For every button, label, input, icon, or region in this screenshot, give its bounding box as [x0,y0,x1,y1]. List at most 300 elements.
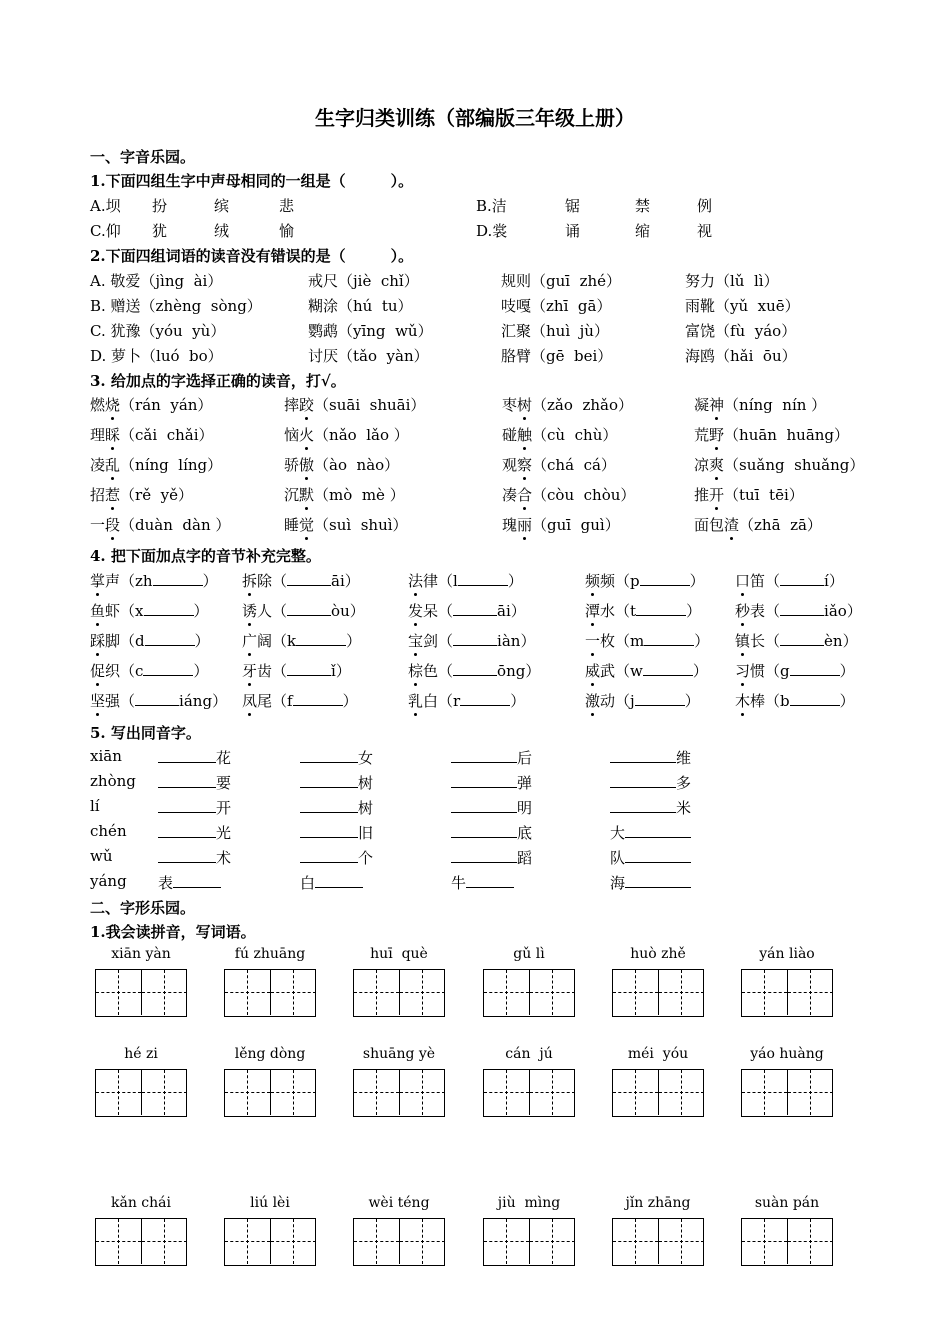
syllable-prefix: （b [765,692,790,710]
answer-blank[interactable] [451,823,517,838]
grid-guide [225,992,270,993]
grid-cell[interactable] [270,1219,316,1264]
answer-blank[interactable] [644,631,694,646]
question-stem: 1.下面四组生字中声母相同的一组是（ ）。 [90,172,414,190]
pinyin-label: shuāng yè [362,1046,436,1062]
pinyin-label: gǔ lì [513,946,545,962]
answer-blank[interactable] [451,848,517,863]
grid-cell[interactable] [96,970,141,1015]
pinyin-choice[interactable] [694,454,864,475]
grid-guide [142,1092,187,1093]
answer-blank[interactable] [293,691,343,706]
homophone-item[interactable] [158,772,231,793]
grid-cell[interactable] [270,970,316,1015]
homophone-item[interactable] [158,797,231,818]
pinyin-pair: （níng nín ） [724,396,827,414]
paren-close: ） [193,662,209,680]
dotted-char: 觉 [299,516,315,534]
pinyin-option: 雨靴（yǔ xuē） [685,297,800,315]
pinyin-label: wǔ [90,847,113,865]
writing-grid[interactable] [612,1069,704,1117]
grid-cell[interactable] [529,1219,575,1264]
homophone-item[interactable] [610,847,691,868]
homophone-item[interactable] [158,822,231,843]
grid-cell[interactable] [742,1219,787,1264]
option-char: 缩 [635,222,651,240]
syllable-final: iáng [179,692,213,710]
answer-blank[interactable] [790,661,840,676]
homophone-item[interactable] [300,797,373,818]
pinyin-choice[interactable] [90,514,230,535]
grid-guide [354,1092,399,1093]
pinyin-choice[interactable] [90,484,193,505]
paren-close: ） [839,662,855,680]
writing-grid[interactable] [224,969,316,1017]
option-char: A.坝 [90,197,121,215]
grid-cell[interactable] [399,1070,445,1115]
answer-blank[interactable] [158,773,216,788]
answer-blank[interactable] [173,873,221,888]
word-char: 理 [90,426,106,444]
word-char: 阔 [257,632,273,650]
pinyin-option: 海鸥（hǎi ōu） [685,347,797,365]
dotted-char: 傲 [299,456,315,474]
writing-grid[interactable] [612,969,704,1017]
grid-cell[interactable] [354,1219,399,1264]
syllable-fill[interactable] [585,570,705,591]
homophone-item[interactable] [451,822,532,843]
pinyin-choice[interactable] [284,394,425,415]
word-char: 白 [423,692,439,710]
pinyin-option: 糊涂（hú tu） [308,297,413,315]
writing-grid[interactable] [353,969,445,1017]
answer-blank[interactable] [287,601,331,616]
word-char: 瑰 [502,516,518,534]
syllable-prefix: （ [765,572,781,590]
word-char: 动 [600,692,616,710]
syllable-fill[interactable] [735,630,858,651]
question-stem: 5. 写出同音字。 [90,724,201,742]
writing-grid[interactable] [224,1218,316,1266]
answer-blank[interactable] [780,601,824,616]
paren-close: ） [525,662,541,680]
answer-blank[interactable] [790,691,840,706]
answer-blank[interactable] [287,661,331,676]
grid-cell[interactable] [270,1070,316,1115]
writing-grid[interactable] [612,1218,704,1266]
answer-blank[interactable] [153,571,203,586]
writing-grid[interactable] [741,1069,833,1117]
word-char: 笛 [750,572,766,590]
question-stem: 4. 把下面加点字的音节补充完整。 [90,547,321,565]
pinyin-choice[interactable] [90,454,222,475]
pinyin-label: kǎn chái [111,1195,171,1211]
pinyin-label: cán jú [505,1046,553,1062]
word-char: 枚 [600,632,616,650]
homophone-item[interactable] [300,847,373,868]
given-char: 个 [358,849,374,867]
pinyin-label: lí [90,797,100,815]
syllable-prefix: （ [765,632,781,650]
question-stem: 2.下面四组词语的读音没有错误的是（ ）。 [90,247,414,265]
word-char: 齿 [257,662,273,680]
dotted-char: 拆 [242,572,258,590]
grid-cell[interactable] [484,970,529,1015]
writing-grid[interactable] [483,1218,575,1266]
grid-cell[interactable] [529,970,575,1015]
word-char: 尾 [257,692,273,710]
dotted-char: 段 [105,516,121,534]
pinyin-choice[interactable] [90,424,214,445]
syllable-final: iàn [497,632,521,650]
homophone-item[interactable] [610,797,691,818]
dotted-char: 触 [517,426,533,444]
writing-grid[interactable] [483,1069,575,1117]
syllable-fill[interactable] [585,690,700,711]
given-char: 海 [610,874,626,892]
grid-guide [484,1092,529,1093]
syllable-fill[interactable] [242,660,351,681]
paren-close: ） [692,662,708,680]
word-char: 强 [105,692,121,710]
homophone-item[interactable] [158,747,231,768]
grid-cell[interactable] [787,1070,833,1115]
pinyin-label: lěng dòng [234,1046,306,1062]
homophone-item[interactable] [610,747,691,768]
syllable-fill[interactable] [585,600,701,621]
answer-blank[interactable] [287,571,331,586]
grid-cell[interactable] [658,1070,704,1115]
grid-cell[interactable] [613,1070,658,1115]
pinyin-pair: （tuī tēi） [724,486,804,504]
pinyin-label: huò zhě [630,946,686,962]
syllable-fill[interactable] [90,570,218,591]
pinyin-choice[interactable] [502,424,617,445]
word-char: 除 [257,572,273,590]
grid-cell[interactable] [787,1219,833,1264]
answer-blank[interactable] [158,748,216,763]
dotted-char: 合 [517,486,533,504]
grid-cell[interactable] [613,970,658,1015]
grid-cell[interactable] [225,970,270,1015]
syllable-fill[interactable] [408,600,526,621]
writing-grid[interactable] [95,1069,187,1117]
homophone-item[interactable] [451,847,532,868]
pinyin-pair: （duàn dàn ） [120,516,231,534]
answer-blank[interactable] [635,691,685,706]
syllable-final: āi [497,602,511,620]
answer-blank[interactable] [460,691,510,706]
syllable-prefix: （t [615,602,637,620]
paren-close: ） [828,572,844,590]
given-char: 队 [610,849,626,867]
dotted-char: 一 [585,632,601,650]
given-char: 表 [158,874,174,892]
answer-blank[interactable] [451,798,517,813]
paren-close: ） [194,632,210,650]
pinyin-pair: （zhā zā） [739,516,822,534]
homophone-item[interactable] [300,822,373,843]
answer-blank[interactable] [625,873,691,888]
syllable-prefix: （ [765,602,781,620]
pinyin-choice[interactable] [284,484,405,505]
pinyin-choice[interactable] [502,514,620,535]
grid-cell[interactable] [484,1219,529,1264]
option-char: B.洁 [476,197,507,215]
syllable-fill[interactable] [90,660,208,681]
pinyin-pair: （rán yán） [120,396,213,414]
homophone-item[interactable] [158,872,221,893]
answer-blank[interactable] [640,571,690,586]
homophone-item[interactable] [300,872,363,893]
answer-blank[interactable] [780,631,824,646]
answer-blank[interactable] [453,601,497,616]
homophone-item[interactable] [451,772,532,793]
grid-guide [659,1092,704,1093]
syllable-fill[interactable] [408,690,525,711]
answer-blank[interactable] [610,798,676,813]
answer-blank[interactable] [625,848,691,863]
syllable-fill[interactable] [408,630,535,651]
homophone-item[interactable] [610,872,691,893]
homophone-item[interactable] [451,747,532,768]
pinyin-choice[interactable] [694,514,822,535]
pinyin-choice[interactable] [284,424,409,445]
paren-close: ） [694,632,710,650]
syllable-prefix: （c [120,662,144,680]
option-char: 缤 [214,197,230,215]
paren-close: ） [689,572,705,590]
grid-cell[interactable] [787,970,833,1015]
answer-blank[interactable] [610,773,676,788]
writing-grid[interactable] [741,1218,833,1266]
pinyin-pair: （guī guì） [532,516,620,534]
grid-guide [400,1092,445,1093]
answer-blank[interactable] [610,748,676,763]
pinyin-choice[interactable] [694,484,804,505]
pinyin-choice[interactable] [502,484,635,505]
grid-guide [400,1241,445,1242]
writing-grid[interactable] [741,969,833,1017]
writing-grid[interactable] [224,1069,316,1117]
grid-cell[interactable] [399,1219,445,1264]
pinyin-choice[interactable] [694,424,849,445]
answer-blank[interactable] [636,601,686,616]
syllable-fill[interactable] [90,600,209,621]
homophone-item[interactable] [610,772,691,793]
grid-cell[interactable] [141,1070,187,1115]
answer-blank[interactable] [300,798,358,813]
answer-blank[interactable] [466,873,514,888]
answer-blank[interactable] [158,798,216,813]
grid-cell[interactable] [613,1219,658,1264]
answer-blank[interactable] [458,571,508,586]
syllable-fill[interactable] [242,690,358,711]
syllable-final: ōng [497,662,526,680]
homophone-item[interactable] [300,772,373,793]
paren-close: ） [686,602,702,620]
answer-blank[interactable] [451,748,517,763]
word-char: 律 [423,572,439,590]
answer-blank[interactable] [135,691,179,706]
page-title: 生字归类训练（部编版三年级上册） [315,106,635,130]
homophone-item[interactable] [300,747,373,768]
pinyin-choice[interactable] [284,514,408,535]
syllable-fill[interactable] [242,600,365,621]
word-char: 沉 [284,486,300,504]
grid-cell[interactable] [399,970,445,1015]
pinyin-pair: （nǎo lǎo ） [314,426,409,444]
paren-close: ） [520,632,536,650]
pinyin-choice[interactable] [90,394,212,415]
pinyin-choice[interactable] [502,454,616,475]
answer-blank[interactable] [144,601,194,616]
grid-cell[interactable] [141,970,187,1015]
writing-grid[interactable] [95,1218,187,1266]
word-char: 恼 [284,426,300,444]
pinyin-label: yáo huàng [750,1046,824,1062]
syllable-fill[interactable] [90,630,210,651]
answer-blank[interactable] [296,631,346,646]
homophone-item[interactable] [451,872,514,893]
answer-blank[interactable] [143,661,193,676]
grid-guide [742,1092,787,1093]
grid-cell[interactable] [225,1219,270,1264]
answer-blank[interactable] [453,661,497,676]
word-char: 织 [105,662,121,680]
word-char: 脚 [105,632,121,650]
pinyin-choice[interactable] [502,394,633,415]
syllable-prefix: （zh [120,572,153,590]
word-char: 凑 [502,486,518,504]
dotted-char: 丽 [517,516,533,534]
answer-blank[interactable] [643,661,693,676]
syllable-prefix: （d [120,632,145,650]
syllable-fill[interactable] [90,690,227,711]
answer-blank[interactable] [300,823,358,838]
syllable-final: ǐ [331,662,336,680]
grid-guide [530,1241,575,1242]
option-char: 犹 [152,222,168,240]
homophone-item[interactable] [158,847,231,868]
grid-cell[interactable] [742,970,787,1015]
answer-blank[interactable] [145,631,195,646]
syllable-fill[interactable] [735,600,862,621]
option-char: C.仰 [90,222,121,240]
answer-blank[interactable] [158,823,216,838]
syllable-prefix: （m [615,632,645,650]
pinyin-option: 戒尺（jiè chǐ） [308,272,419,290]
answer-blank[interactable] [300,848,358,863]
syllable-prefix: （ [438,662,454,680]
dotted-char: 踩 [90,632,106,650]
option-char: 禁 [635,197,651,215]
word-char: 凉 [694,456,710,474]
syllable-fill[interactable] [408,570,523,591]
answer-blank[interactable] [453,631,497,646]
pinyin-label: liú lèi [250,1195,290,1211]
given-char: 女 [358,749,374,767]
answer-blank[interactable] [451,773,517,788]
given-char: 大 [610,824,626,842]
dotted-char: 镇 [735,632,751,650]
writing-grid[interactable] [483,969,575,1017]
dotted-char: 法 [408,572,424,590]
grid-cell[interactable] [658,1219,704,1264]
dotted-char: 威 [585,662,601,680]
answer-blank[interactable] [300,773,358,788]
grid-cell[interactable] [96,1219,141,1264]
homophone-item[interactable] [451,797,532,818]
answer-blank[interactable] [158,848,216,863]
grid-cell[interactable] [529,1070,575,1115]
writing-grid[interactable] [95,969,187,1017]
grid-cell[interactable] [484,1070,529,1115]
writing-grid[interactable] [353,1218,445,1266]
grid-cell[interactable] [742,1070,787,1115]
grid-cell[interactable] [141,1219,187,1264]
writing-grid[interactable] [353,1069,445,1117]
dotted-char: 牙 [242,662,258,680]
pinyin-choice[interactable] [694,394,826,415]
dotted-char: 发 [408,602,424,620]
syllable-fill[interactable] [735,570,844,591]
grid-guide [530,992,575,993]
paren-close: ） [842,632,858,650]
pinyin-pair: （cǎi chǎi） [120,426,214,444]
grid-cell[interactable] [658,970,704,1015]
word-char: 声 [105,572,121,590]
word-char: 表 [750,602,766,620]
dotted-char: 乳 [408,692,424,710]
answer-blank[interactable] [315,873,363,888]
grid-cell[interactable] [354,970,399,1015]
syllable-fill[interactable] [242,570,360,591]
given-char: 树 [358,774,374,792]
given-char: 后 [517,749,533,767]
dotted-char: 促 [90,662,106,680]
dotted-char: 木 [735,692,751,710]
paren-close: ） [349,602,365,620]
grid-cell[interactable] [96,1070,141,1115]
word-char: 长 [750,632,766,650]
word-char: 凌 [90,456,106,474]
dotted-char: 掌 [90,572,106,590]
answer-blank[interactable] [780,571,824,586]
given-char: 底 [517,824,533,842]
given-char: 弹 [517,774,533,792]
given-char: 蹈 [517,849,533,867]
syllable-fill[interactable] [242,630,361,651]
grid-cell[interactable] [225,1070,270,1115]
grid-cell[interactable] [354,1070,399,1115]
syllable-fill[interactable] [585,630,709,651]
homophone-item[interactable] [610,822,691,843]
pinyin-choice[interactable] [284,454,399,475]
syllable-fill[interactable] [408,660,540,681]
pinyin-label: fú zhuāng [234,946,306,962]
syllable-fill[interactable] [735,690,855,711]
syllable-fill[interactable] [585,660,708,681]
pinyin-pair: （cù chù） [532,426,618,444]
paren-close: ） [344,572,360,590]
syllable-fill[interactable] [735,660,855,681]
answer-blank[interactable] [300,748,358,763]
grid-guide [142,1241,187,1242]
given-char: 多 [676,774,692,792]
given-char: 花 [216,749,232,767]
answer-blank[interactable] [625,823,691,838]
